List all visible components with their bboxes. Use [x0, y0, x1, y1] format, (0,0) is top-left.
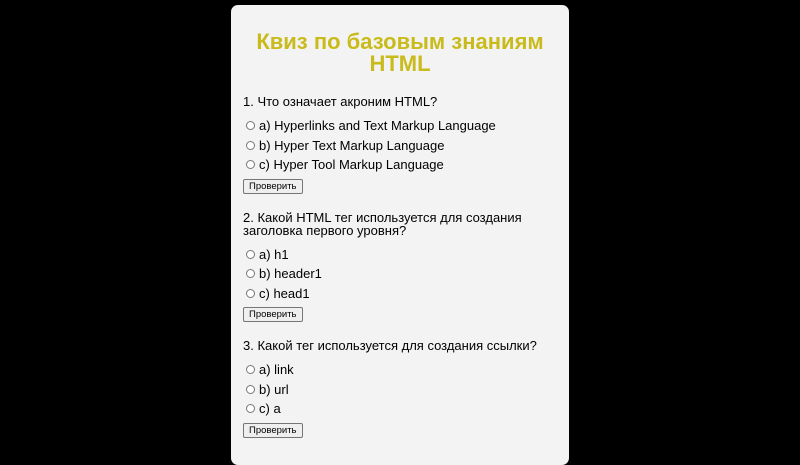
question-block: [243, 95, 557, 194]
quiz-card: [231, 5, 569, 465]
question-block: [243, 211, 557, 323]
check-button[interactable]: Проверить: [243, 307, 303, 322]
radio-button[interactable]: [246, 269, 255, 278]
answer-label: b) url: [259, 381, 289, 397]
answer-option[interactable]: [243, 399, 557, 419]
radio-button[interactable]: [246, 160, 255, 169]
answer-option[interactable]: [243, 155, 557, 175]
answer-option[interactable]: [243, 380, 557, 400]
radio-button[interactable]: [246, 289, 255, 298]
radio-button[interactable]: [246, 141, 255, 150]
answer-label: b) Hyper Text Markup Language: [259, 137, 445, 153]
radio-button[interactable]: [246, 385, 255, 394]
answer-option[interactable]: [243, 116, 557, 136]
answer-label: b) header1: [259, 266, 322, 282]
question-text: 2. Какой HTML тег используется для создания заголовка первого уровня?: [243, 209, 522, 238]
answer-option[interactable]: [243, 284, 557, 304]
answer-label: c) Hyper Tool Markup Language: [259, 157, 444, 173]
answer-option[interactable]: [243, 245, 557, 265]
check-button[interactable]: Проверить: [243, 179, 303, 194]
answer-option[interactable]: [243, 136, 557, 156]
answer-label: c) head1: [259, 285, 310, 301]
question-text: 1. Что означает акроним HTML?: [243, 94, 438, 109]
answer-label: a) Hyperlinks and Text Markup Language: [259, 118, 496, 134]
question-block: [243, 339, 557, 438]
answer-option[interactable]: [243, 360, 557, 380]
page-title: Квиз по базовым знаниям HTML: [256, 29, 544, 76]
answer-label: c) a: [259, 401, 281, 417]
answer-option[interactable]: [243, 264, 557, 284]
answer-label: a) h1: [259, 246, 289, 262]
radio-button[interactable]: [246, 250, 255, 259]
check-button[interactable]: Проверить: [243, 423, 303, 438]
question-text: 3. Какой тег используется для создания ссылки?: [243, 338, 537, 353]
radio-button[interactable]: [246, 121, 255, 130]
radio-button[interactable]: [246, 404, 255, 413]
answer-label: a) link: [259, 362, 294, 378]
radio-button[interactable]: [246, 365, 255, 374]
